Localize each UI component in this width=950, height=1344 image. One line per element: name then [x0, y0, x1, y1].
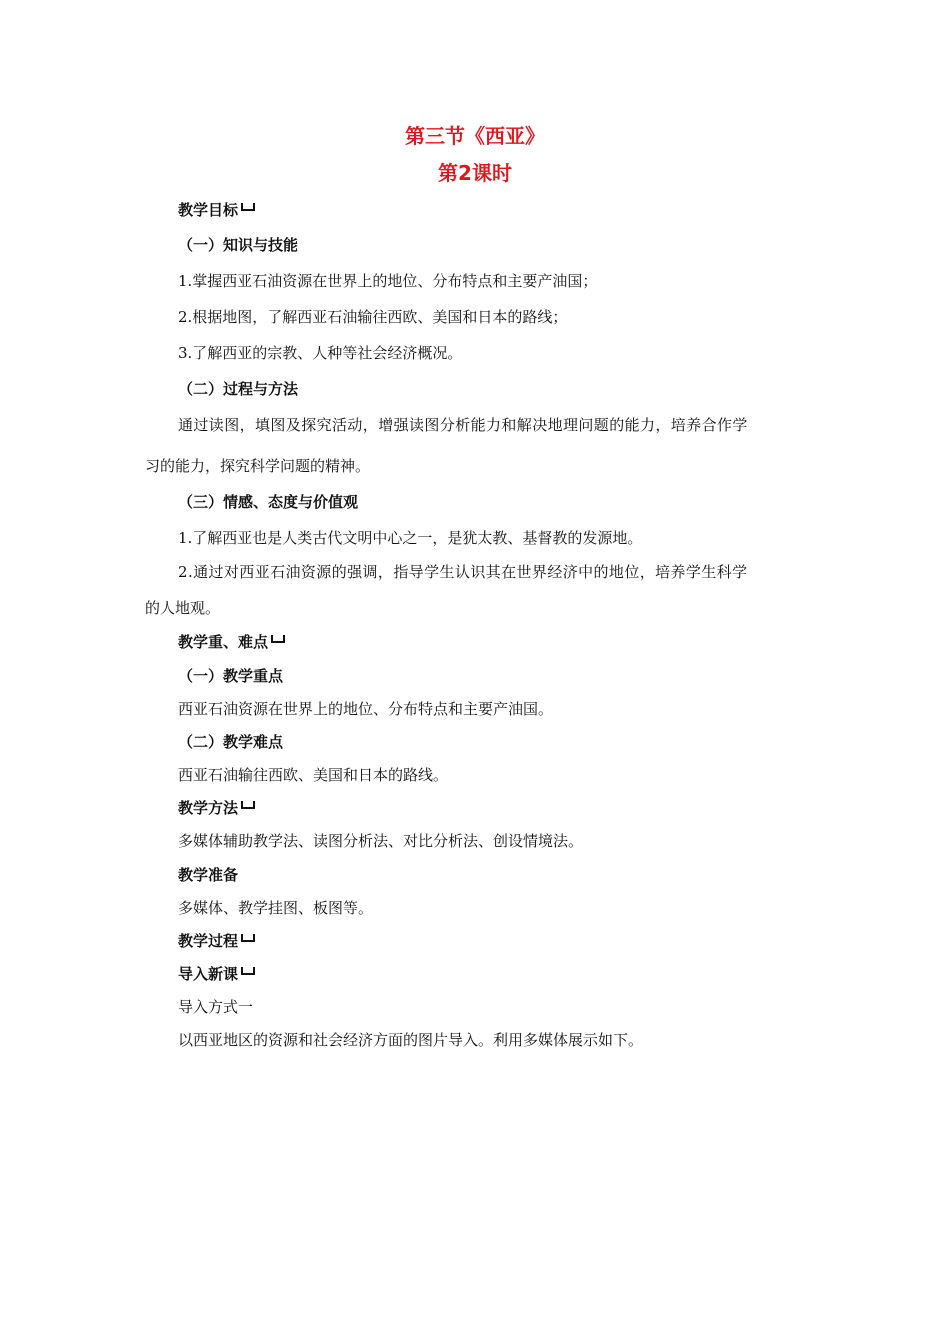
intro-heading: 导入新课	[178, 964, 843, 984]
return-mark-icon	[270, 635, 284, 645]
difficult-points-text: 西亚石油输往西欧、美国和日本的路线。	[178, 766, 449, 784]
return-mark-icon	[240, 934, 254, 944]
key-points-heading: （一）教学重点	[178, 667, 284, 685]
return-mark-icon	[240, 203, 254, 213]
emotion-heading: （三）情感、态度与价值观	[178, 493, 359, 511]
objectives-heading: 教学目标	[178, 200, 843, 220]
document-subtitle: 第2课时	[438, 161, 512, 185]
knowledge-heading: （一）知识与技能	[178, 236, 299, 254]
emotion-item-1: 1.了解西亚也是人类古代文明中心之一，是犹太教、基督教的发源地。	[178, 529, 643, 547]
emotion-item-2-line-2: 的人地观。	[145, 599, 221, 617]
knowledge-item-2: 2.根据地图，了解西亚石油输往西欧、美国和日本的路线；	[178, 308, 568, 326]
knowledge-item-1: 1.掌握西亚石油资源在世界上的地位、分布特点和主要产油国；	[178, 272, 598, 290]
prep-text: 多媒体、教学挂图、板图等。	[178, 899, 374, 917]
return-mark-icon	[240, 967, 254, 977]
method-heading: 教学方法	[178, 798, 843, 818]
knowledge-item-3: 3.了解西亚的宗教、人种等社会经济概况。	[178, 344, 463, 362]
return-mark-icon	[240, 801, 254, 811]
document-title: 第三节《西亚》	[405, 124, 545, 148]
emotion-item-2-line-1: 2.通过对西亚石油资源的强调，指导学生认识其在世界经济中的地位，培养学生科学	[178, 563, 748, 581]
difficult-points-heading: （二）教学难点	[178, 733, 284, 751]
key-points-text: 西亚石油资源在世界上的地位、分布特点和主要产油国。	[178, 700, 554, 718]
process-text-line-1: 通过读图，填图及探究活动，增强读图分析能力和解决地理问题的能力，培养合作学	[178, 416, 748, 434]
process-text-line-2: 习的能力，探究科学问题的精神。	[145, 457, 371, 475]
intro-way: 导入方式一	[178, 998, 254, 1016]
prep-heading: 教学准备	[178, 866, 239, 884]
teaching-process-heading: 教学过程	[178, 931, 843, 951]
process-heading: （二）过程与方法	[178, 380, 299, 398]
key-difficult-heading: 教学重、难点	[178, 632, 843, 652]
intro-text: 以西亚地区的资源和社会经济方面的图片导入。利用多媒体展示如下。	[178, 1031, 644, 1049]
method-text: 多媒体辅助教学法、读图分析法、对比分析法、创设情境法。	[178, 832, 584, 850]
